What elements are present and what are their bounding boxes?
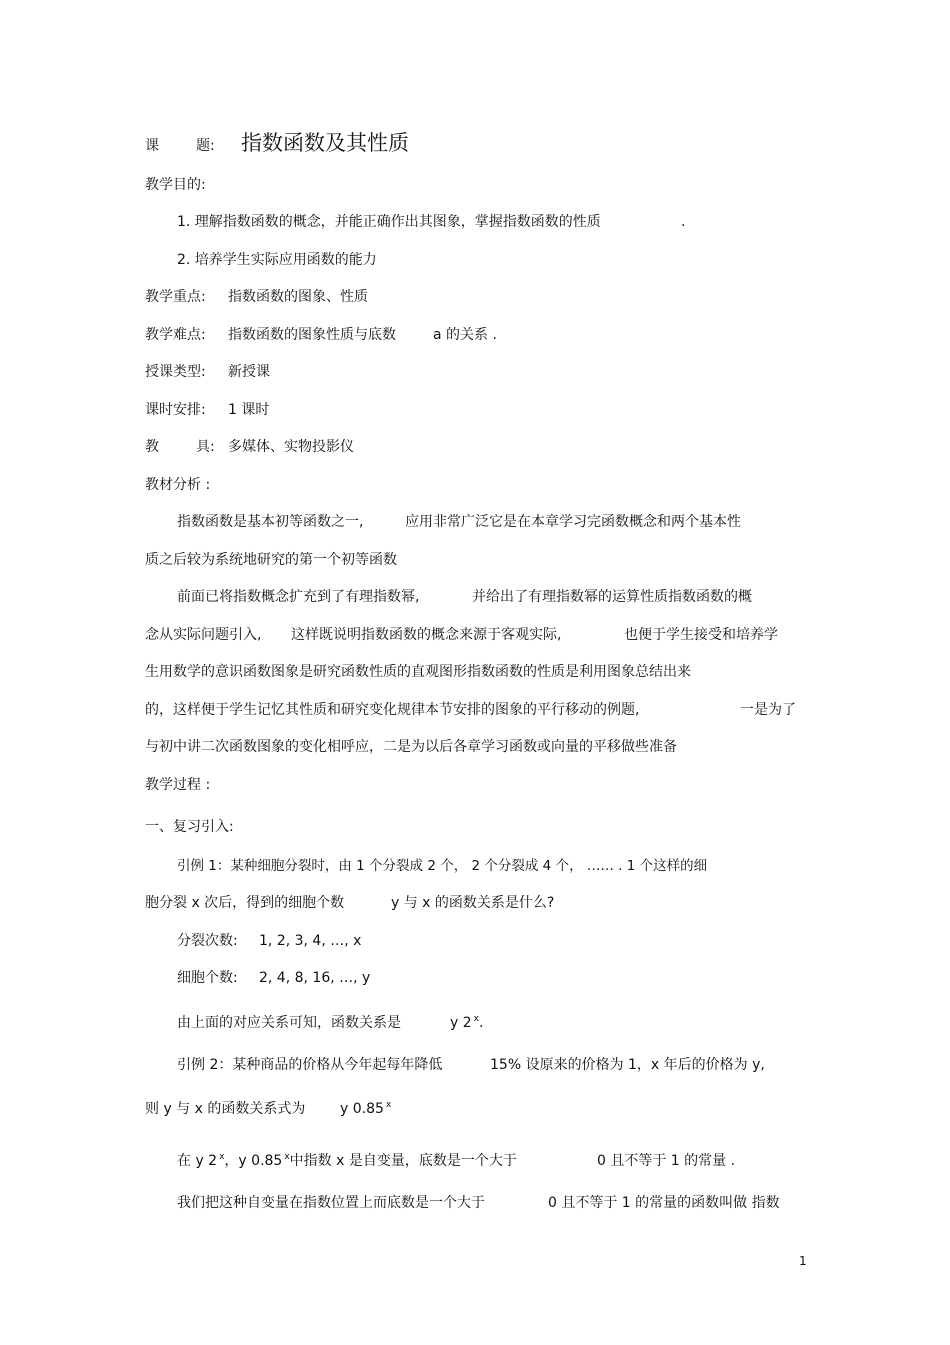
example1-line2a: 胞分裂 x 次后，得到的细胞个数 xyxy=(145,895,345,911)
key-points-text: 指数函数的图象、性质 xyxy=(228,289,368,305)
analysis-p1-line1a: 指数函数是基本初等函数之一, xyxy=(177,514,364,530)
relation-text: 由上面的对应关系可知，函数关系是 xyxy=(177,1015,401,1031)
analysis-p2-line1a: 前面已将指数概念扩充到了有理指数幂, xyxy=(177,589,420,605)
analysis-p2-line1b: 并给出了有理指数幂的运算性质指数函数的概 xyxy=(472,589,752,605)
analysis-label: 教材分析 : xyxy=(145,477,211,493)
analysis-p2-line2b: 这样既说明指数函数的概念来源于客观实际, xyxy=(291,627,562,643)
objective-item-1-end: . xyxy=(681,214,686,230)
analysis-p2-line2c: 也便于学生接受和培养学 xyxy=(624,627,778,643)
cell-count-values: 2, 4, 8, 16, …, y xyxy=(259,970,371,986)
lesson-type-text: 新授课 xyxy=(228,364,270,380)
page-title: 指数函数及其性质 xyxy=(241,131,409,155)
label-ke: 课 xyxy=(145,138,159,154)
analysis-p2-line3: 生用数学的意识函数图象是研究函数性质的直观图形指数函数的性质是利用图象总结出来 xyxy=(145,664,691,680)
schedule-text: 1 课时 xyxy=(228,402,270,418)
relation-formula: y 2 $^x$. xyxy=(450,1014,484,1031)
definition-line-a: 我们把这种自变量在指数位置上而底数是一个大于 xyxy=(177,1195,485,1211)
page-number: 1 xyxy=(799,1254,807,1268)
split-count-values: 1, 2, 3, 4, …, x xyxy=(259,933,362,949)
difficulties-label: 教学难点: xyxy=(145,327,206,343)
key-points-label: 教学重点: xyxy=(145,289,206,305)
example2-line2a: 则 y 与 x 的函数关系式为 xyxy=(145,1101,306,1117)
analysis-p2-line4a: 的，这样便于学生记忆其性质和研究变化规律本节安排的图象的平行移动的例题, xyxy=(145,702,640,718)
analysis-p1-line2: 质之后较为系统地研究的第一个初等函数 xyxy=(145,552,397,568)
definition-line-b: 0 且不等于 1 的常量的函数叫做 指数 xyxy=(548,1195,780,1211)
conclusion-end: 0 且不等于 1 的常量 . xyxy=(597,1153,736,1169)
conclusion-formulas: 在 y 2 $^x$，y 0.85 $^x$中指数 x 是自变量，底数是一个大于 xyxy=(177,1152,517,1169)
objective-item-2: 2. 培养学生实际应用函数的能力 xyxy=(177,252,377,268)
tools-label-b: 具: xyxy=(196,439,215,455)
objective-item-1: 1. 理解指数函数的概念，并能正确作出其图象，掌握指数函数的性质 xyxy=(177,214,601,230)
example2-line1a: 引例 2：某种商品的价格从今年起每年降低 xyxy=(177,1057,443,1073)
split-count-label: 分裂次数: xyxy=(177,933,238,949)
example2-formula: y 0.85 $^x$ xyxy=(340,1100,392,1117)
process-label: 教学过程 : xyxy=(145,777,211,793)
lesson-type-label: 授课类型: xyxy=(145,364,206,380)
analysis-p2-line4b: 一是为了 xyxy=(740,702,796,718)
label-ti: 题: xyxy=(196,138,215,154)
analysis-p2-line5: 与初中讲二次函数图象的变化相呼应，二是为以后各章学习函数或向量的平移做些准备 xyxy=(145,739,677,755)
schedule-label: 课时安排: xyxy=(145,402,206,418)
objectives-label: 教学目的: xyxy=(145,177,206,193)
example1-line1: 引例 1：某种细胞分裂时，由 1 个分裂成 2 个， 2 个分裂成 4 个， …… . 1 个这样的细 xyxy=(177,858,708,874)
section-heading: 一、复习引入: xyxy=(145,819,234,835)
cell-count-label: 细胞个数: xyxy=(177,970,238,986)
example2-line1b: 15% 设原来的价格为 1，x 年后的价格为 y, xyxy=(490,1057,765,1073)
analysis-p2-line2a: 念从实际问题引入, xyxy=(145,627,262,643)
tools-text: 多媒体、实物投影仪 xyxy=(228,439,354,455)
difficulties-text-a: 指数函数的图象性质与底数 xyxy=(228,327,396,343)
example1-line2b: y 与 x 的函数关系是什么? xyxy=(391,895,555,911)
difficulties-text-b: a 的关系 . xyxy=(433,327,497,343)
tools-label-a: 教 xyxy=(145,439,159,455)
analysis-p1-line1b: 应用非常广泛它是在本章学习完函数概念和两个基本性 xyxy=(405,514,741,530)
